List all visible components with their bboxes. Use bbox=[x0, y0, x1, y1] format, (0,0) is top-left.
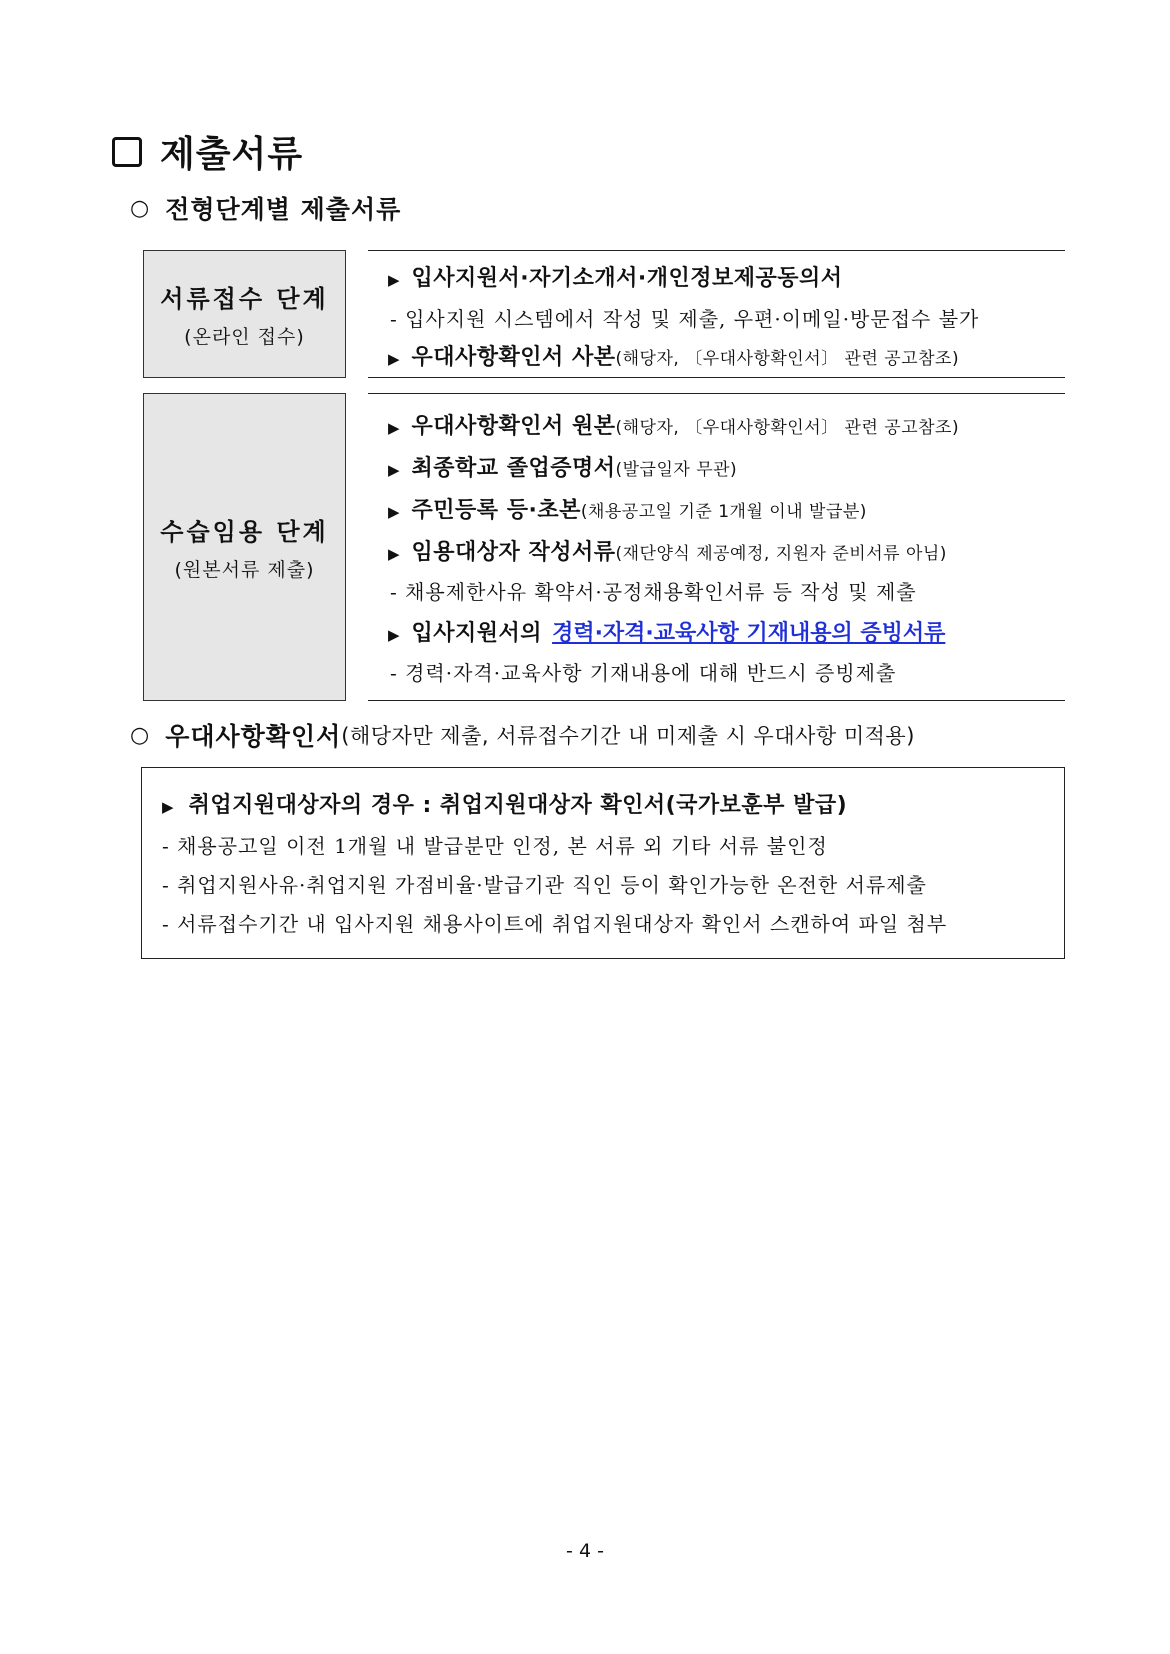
item-note: (해당자, 〔우대사항확인서〕 관련 공고참조) bbox=[615, 418, 960, 438]
item-main: 임용대상자 작성서류 bbox=[411, 540, 616, 565]
list-item-detail: - 입사지원 시스템에서 작성 및 제출, 우편·이메일·방문접수 불가 bbox=[390, 307, 980, 331]
notice-heading bbox=[162, 788, 847, 819]
circle-bullet-icon: ○ bbox=[130, 722, 150, 748]
triangle-bullet-icon: ▶ bbox=[388, 350, 400, 368]
stage-note: (온라인 접수) bbox=[184, 326, 305, 348]
list-item bbox=[368, 493, 867, 524]
list-item bbox=[368, 409, 959, 440]
list-item-detail: - 채용제한사유 확약서·공정채용확인서류 등 작성 및 제출 bbox=[390, 580, 917, 604]
stage-note: (원본서류 제출) bbox=[174, 559, 315, 581]
list-item bbox=[368, 451, 737, 482]
item-main: 우대사항확인서 사본 bbox=[411, 345, 616, 370]
list-item bbox=[368, 261, 843, 292]
list-item bbox=[368, 340, 959, 371]
list-item-detail: - 경력·자격·교육사항 기재내용에 대해 반드시 증빙제출 bbox=[390, 661, 897, 685]
notice-line: - 취업지원사유·취업지원 가점비율·발급기관 직인 등이 확인가능한 온전한 서류제출 bbox=[162, 873, 927, 897]
subheading-label: 우대사항확인서 bbox=[165, 722, 342, 751]
triangle-bullet-icon: ▶ bbox=[388, 626, 400, 644]
list-item bbox=[368, 616, 945, 647]
triangle-bullet-icon: ▶ bbox=[388, 271, 400, 289]
stage-box-probation-appointment bbox=[143, 393, 346, 701]
item-main: 우대사항확인서 원본 bbox=[411, 414, 616, 439]
stage-box-document-screening bbox=[143, 250, 346, 378]
triangle-bullet-icon: ▶ bbox=[388, 503, 400, 521]
notice-box bbox=[141, 767, 1065, 959]
page-number: - 4 - bbox=[566, 1540, 604, 1562]
triangle-bullet-icon: ▶ bbox=[162, 798, 174, 816]
subheading-note: (해당자만 제출, 서류접수기간 내 미제출 시 우대사항 미적용) bbox=[341, 724, 915, 748]
triangle-bullet-icon: ▶ bbox=[388, 419, 400, 437]
item-main: 입사지원서·자기소개서·개인정보제공동의서 bbox=[411, 266, 843, 291]
subheading-preference-certificate bbox=[130, 717, 915, 753]
item-main: 입사지원서의 bbox=[411, 621, 543, 646]
item-note: (발급일자 무관) bbox=[615, 460, 738, 480]
stage-items-probation-appointment bbox=[368, 393, 1065, 701]
item-main: 주민등록 등·초본 bbox=[411, 498, 581, 523]
item-main: 최종학교 졸업증명서 bbox=[411, 456, 616, 481]
item-note: (채용공고일 기준 1개월 이내 발급분) bbox=[580, 502, 867, 522]
notice-line: - 채용공고일 이전 1개월 내 발급분만 인정, 본 서류 외 기타 서류 불인정 bbox=[162, 834, 828, 858]
stage-name: 서류접수 단계 bbox=[160, 285, 329, 313]
circle-bullet-icon: ○ bbox=[130, 195, 150, 221]
subheading-stage-documents bbox=[130, 190, 401, 226]
square-box-icon bbox=[112, 137, 142, 167]
stage-items-document-screening bbox=[368, 250, 1065, 378]
section-title: 제출서류 bbox=[160, 134, 304, 175]
triangle-bullet-icon: ▶ bbox=[388, 545, 400, 563]
list-item bbox=[368, 535, 947, 566]
item-note: (해당자, 〔우대사항확인서〕 관련 공고참조) bbox=[615, 349, 960, 369]
stage-name: 수습임용 단계 bbox=[160, 518, 329, 546]
subheading-label: 전형단계별 제출서류 bbox=[165, 195, 402, 224]
highlighted-requirement: 경력·자격·교육사항 기재내용의 증빙서류 bbox=[552, 621, 946, 646]
notice-line: - 서류접수기간 내 입사지원 채용사이트에 취업지원대상자 확인서 스캔하여 파일 첨부 bbox=[162, 912, 948, 936]
section-heading bbox=[112, 126, 303, 177]
triangle-bullet-icon: ▶ bbox=[388, 461, 400, 479]
notice-heading-text: 취업지원대상자의 경우 : 취업지원대상자 확인서(국가보훈부 발급) bbox=[188, 793, 848, 818]
item-note: (재단양식 제공예정, 지원자 준비서류 아님) bbox=[615, 544, 947, 564]
